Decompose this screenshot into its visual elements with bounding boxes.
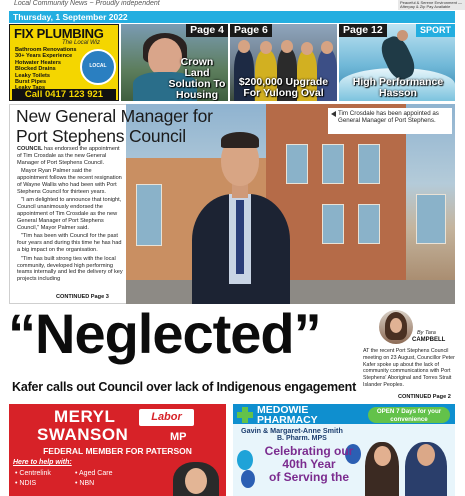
ad-office: FEDERAL MEMBER FOR PATERSON xyxy=(43,446,192,456)
fix-plumbing-ad[interactable] xyxy=(9,24,119,101)
meryl-swanson-ad[interactable] xyxy=(9,404,226,496)
ad-help-heading: Here to help with: xyxy=(13,459,72,466)
ad-service-label: Centrelink xyxy=(19,470,51,477)
list-item: Leaky Toilets xyxy=(15,72,51,79)
caption-arrow-icon xyxy=(331,111,336,117)
main-headline-line2[interactable]: Port Stephens Council xyxy=(16,126,186,146)
byline-name: CAMPBELL xyxy=(412,337,446,343)
mp-portrait xyxy=(173,462,219,496)
feature-subhead: Kafer calls out Council over lack of Indigenous engagement xyxy=(12,380,357,394)
main-story-body xyxy=(17,146,123,285)
opening-hours-badge: OPEN 7 Days for your convenience xyxy=(368,407,450,423)
photo-caption: Tim Crosdale has been appointed as General Manager of Port Stephens. xyxy=(328,108,452,134)
gm-tie xyxy=(236,200,244,274)
promo-caption: High Performance Hasson xyxy=(352,76,444,99)
surfer-head xyxy=(397,30,408,41)
pharmacist-face xyxy=(374,446,391,466)
plumber-badge-icon: LOCAL xyxy=(80,49,116,85)
ad-service-label: NDIS xyxy=(19,480,37,487)
balloon-icon xyxy=(241,470,255,488)
pharmacy-owners: Gavin & Margaret-Anne Smith xyxy=(241,426,343,435)
promo-page-label: Page 6 xyxy=(230,24,272,37)
list-item: • Centrelink xyxy=(15,470,51,477)
building-window xyxy=(358,144,380,184)
list-item: • Aged Care xyxy=(75,470,113,477)
balloon-icon xyxy=(237,450,253,470)
story-text: has endorsed the appointment of Tim Crosdale as the new General Manager of Port Stephens Council. xyxy=(17,146,120,166)
list-item: • NDIS xyxy=(15,480,37,487)
list-item: Hotwater Heaters xyxy=(15,59,62,66)
author-face xyxy=(390,318,402,333)
list-item: Burst Pipes xyxy=(15,79,47,86)
celebrating-text-line3: of Serving the xyxy=(268,470,349,484)
main-headline[interactable]: New General Manager for xyxy=(16,106,213,126)
issue-date: Thursday, 1 September 2022 xyxy=(13,12,128,22)
list-item: • NBN xyxy=(75,480,95,487)
promo-caption: Crown Land Solution To Housing xyxy=(168,56,226,101)
story-paragraph: "Tim has been with Council for the past four years and during this time he has had a big impact on the organisation. xyxy=(17,233,122,254)
labor-logo: Labor xyxy=(139,409,194,426)
group-photo-head xyxy=(301,42,313,55)
corner-ad[interactable]: Peaceful & Serene Environment — Afterpay & Zip Pay Available xyxy=(398,0,465,10)
story-paragraph xyxy=(17,146,123,167)
ad-name-last: SWANSON xyxy=(37,425,129,444)
gm-hair xyxy=(221,132,259,148)
pharmacy-cross-icon xyxy=(237,407,253,423)
ad-mp-label: MP xyxy=(170,431,187,443)
story-paragraph: "Tim has built strong ties with the local community, developed high performing teams internally and led the delivery of key projects including xyxy=(17,255,123,283)
pharmacy-name: MEDOWIE xyxy=(257,404,309,416)
building-window xyxy=(416,194,446,244)
author-avatar xyxy=(379,310,413,344)
pharmacist-qualification: B. Pharm. MPS xyxy=(277,435,327,442)
promo-page-4[interactable] xyxy=(121,24,228,101)
continued-link[interactable]: CONTINUED Page 3 xyxy=(56,294,109,300)
building-window xyxy=(322,204,344,244)
ad-service-label: NBN xyxy=(79,480,95,487)
plumbing-phone[interactable]: Call 0417 123 921 xyxy=(12,89,116,101)
feature-lead-text: AT the recent Port Stephens Council meeting on 23 August, Councillor Peter Kafer spoke up about the lack of community communications with Port Stephens' Aboriginal and Torres Strait Islander Peoples. xyxy=(363,348,455,388)
ad-name-first: MERYL xyxy=(54,407,116,426)
story-lead-word: COUNCIL xyxy=(17,146,43,152)
promo-page-6[interactable] xyxy=(230,24,337,101)
plumbing-ad-subtitle: The Local Wiz xyxy=(62,40,100,46)
sport-section-tag: SPORT xyxy=(416,24,455,37)
plumbing-services-list xyxy=(15,47,79,92)
ad-service-label: Aged Care xyxy=(79,470,113,477)
building-window xyxy=(358,204,380,244)
pharmacist-face xyxy=(417,444,435,466)
list-item: Blocked Drains xyxy=(15,66,56,73)
list-item: Bathroom Renovations xyxy=(15,47,77,53)
celebrating-text: Celebrating our xyxy=(264,444,354,458)
building-window xyxy=(322,144,344,184)
continued-link[interactable]: CONTINUED Page 2 xyxy=(398,394,451,400)
group-photo-head xyxy=(281,40,293,53)
feature-headline[interactable]: “Neglected” xyxy=(8,302,321,365)
promo-caption: $200,000 Upgrade For Yulong Oval xyxy=(238,76,329,99)
pharmacy-name-line2: PHARMACY xyxy=(257,414,318,426)
group-photo-head xyxy=(260,41,272,54)
story-paragraph: "I am delighted to announce that tonight, Council unanimously endorsed the appointment of Tim Crosdale as the new General Manager of Port Stephens Council," Mayor Palmer said. xyxy=(17,197,122,231)
celebrating-year: 40th Year xyxy=(282,457,336,471)
medowie-pharmacy-ad[interactable] xyxy=(233,404,455,496)
masthead-tagline: Local Community News ~ Proudly independent xyxy=(14,0,160,7)
promo-page-12[interactable] xyxy=(339,24,455,101)
mp-face xyxy=(185,468,207,494)
building-window xyxy=(286,144,308,184)
building-window xyxy=(136,184,162,246)
list-item: 30+ Years Experience xyxy=(15,53,73,60)
plumbing-ad-title: FIX PLUMBING xyxy=(14,26,104,41)
promo-page-label: Page 4 xyxy=(186,24,228,37)
group-photo-head xyxy=(238,40,250,53)
story-paragraph: Mayor Ryan Palmer said the appointment follows the recent resignation of Wayne Wallis who had been with Port Stephens Council for thirteen years. xyxy=(17,168,122,195)
promo-page-label: Page 12 xyxy=(339,24,387,37)
group-photo-head xyxy=(321,41,333,54)
byline-prefix: By Tara xyxy=(417,330,436,336)
ground xyxy=(126,280,455,304)
